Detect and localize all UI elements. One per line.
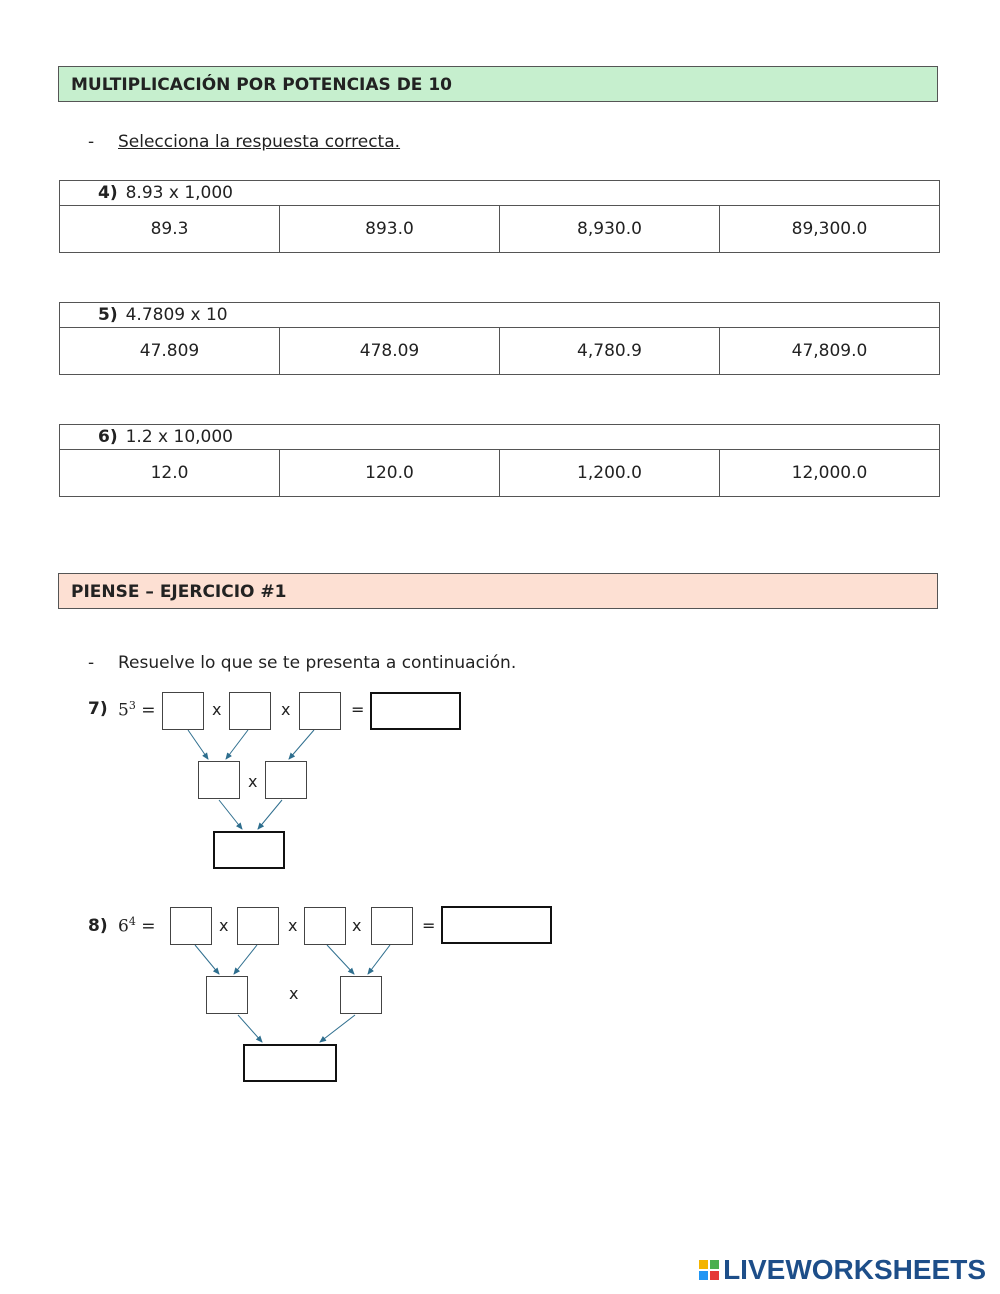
times-sign: x <box>212 700 222 719</box>
answer-option[interactable]: 4,780.9 <box>500 328 720 374</box>
answer-option[interactable]: 47.809 <box>60 328 280 374</box>
answer-box-factor[interactable] <box>237 907 279 945</box>
arrow <box>320 1015 355 1042</box>
answer-option[interactable]: 1,200.0 <box>500 450 720 496</box>
answer-box-factor[interactable] <box>162 692 204 730</box>
answer-box-result[interactable] <box>370 692 461 730</box>
arrow <box>226 730 248 759</box>
base: 5 <box>118 700 129 721</box>
section-title-multiplicacion: MULTIPLICACIÓN POR POTENCIAS DE 10 <box>58 66 938 102</box>
arrow <box>258 800 282 829</box>
arrow <box>234 945 257 974</box>
answer-box-partial[interactable] <box>265 761 307 799</box>
question-expression: 1.2 x 10,000 <box>125 427 233 447</box>
equals-sign: = <box>422 916 436 935</box>
arrow <box>289 730 314 759</box>
answer-option[interactable]: 120.0 <box>280 450 500 496</box>
logo-square <box>710 1271 719 1280</box>
answer-box-result[interactable] <box>441 906 552 944</box>
question-number: 4) <box>98 183 118 203</box>
answer-box-partial[interactable] <box>198 761 240 799</box>
section-title-piense: PIENSE – EJERCICIO #1 <box>58 573 938 609</box>
base: 6 <box>118 916 129 937</box>
equals-sign: = <box>351 700 365 719</box>
times-sign: x <box>248 772 258 791</box>
answer-option[interactable]: 89,300.0 <box>791 219 868 239</box>
exercise-8-number: 8) <box>88 916 108 936</box>
times-sign: x <box>288 916 298 935</box>
bullet-dash: - <box>88 132 95 152</box>
exercise-7-number: 7) <box>88 699 108 719</box>
question-expression: 8.93 x 1,000 <box>125 183 233 203</box>
answer-box-final[interactable] <box>243 1044 337 1082</box>
question-number: 5) <box>98 305 118 325</box>
exercise-8-expression <box>118 915 155 937</box>
logo-text: LIVEWORKSHEETS <box>723 1254 986 1285</box>
exercise-7-expression <box>118 699 155 721</box>
arrow <box>368 945 390 974</box>
logo-square <box>710 1260 719 1269</box>
instruction-text: Resuelve lo que se te presenta a continuación. <box>118 653 517 673</box>
answer-option[interactable]: 12,000.0 <box>791 463 868 483</box>
arrow <box>238 1015 262 1042</box>
times-sign: x <box>352 916 362 935</box>
answer-box-factor[interactable] <box>229 692 271 730</box>
answer-box-factor[interactable] <box>371 907 413 945</box>
answer-option[interactable]: 478.09 <box>280 328 500 374</box>
answer-box-final[interactable] <box>213 831 285 869</box>
logo-square <box>699 1260 708 1269</box>
arrow <box>188 730 208 759</box>
times-sign: x <box>219 916 229 935</box>
times-sign: x <box>289 984 299 1003</box>
exponent: 4 <box>128 915 136 928</box>
exponent: 3 <box>128 699 136 712</box>
question-expression: 4.7809 x 10 <box>125 305 228 325</box>
times-sign: x <box>281 700 291 719</box>
logo-square <box>699 1271 708 1280</box>
answer-box-factor[interactable] <box>170 907 212 945</box>
bullet-dash: - <box>88 653 95 673</box>
arrow <box>219 800 242 829</box>
answer-box-partial[interactable] <box>206 976 248 1014</box>
answer-box-factor[interactable] <box>299 692 341 730</box>
liveworksheets-logo <box>699 1254 986 1286</box>
equals-sign: = <box>141 916 156 937</box>
arrow <box>195 945 219 974</box>
answer-box-partial[interactable] <box>340 976 382 1014</box>
question-number: 6) <box>98 427 118 447</box>
answer-option[interactable]: 89.3 <box>60 206 280 252</box>
answer-option[interactable]: 12.0 <box>60 450 280 496</box>
equals-sign: = <box>141 700 156 721</box>
answer-option[interactable]: 47,809.0 <box>791 341 868 361</box>
answer-box-factor[interactable] <box>304 907 346 945</box>
answer-option[interactable]: 8,930.0 <box>500 206 720 252</box>
instruction-text: Selecciona la respuesta correcta. <box>118 132 401 152</box>
logo-mark-icon <box>699 1260 719 1280</box>
arrow <box>327 945 354 974</box>
answer-option[interactable]: 893.0 <box>280 206 500 252</box>
